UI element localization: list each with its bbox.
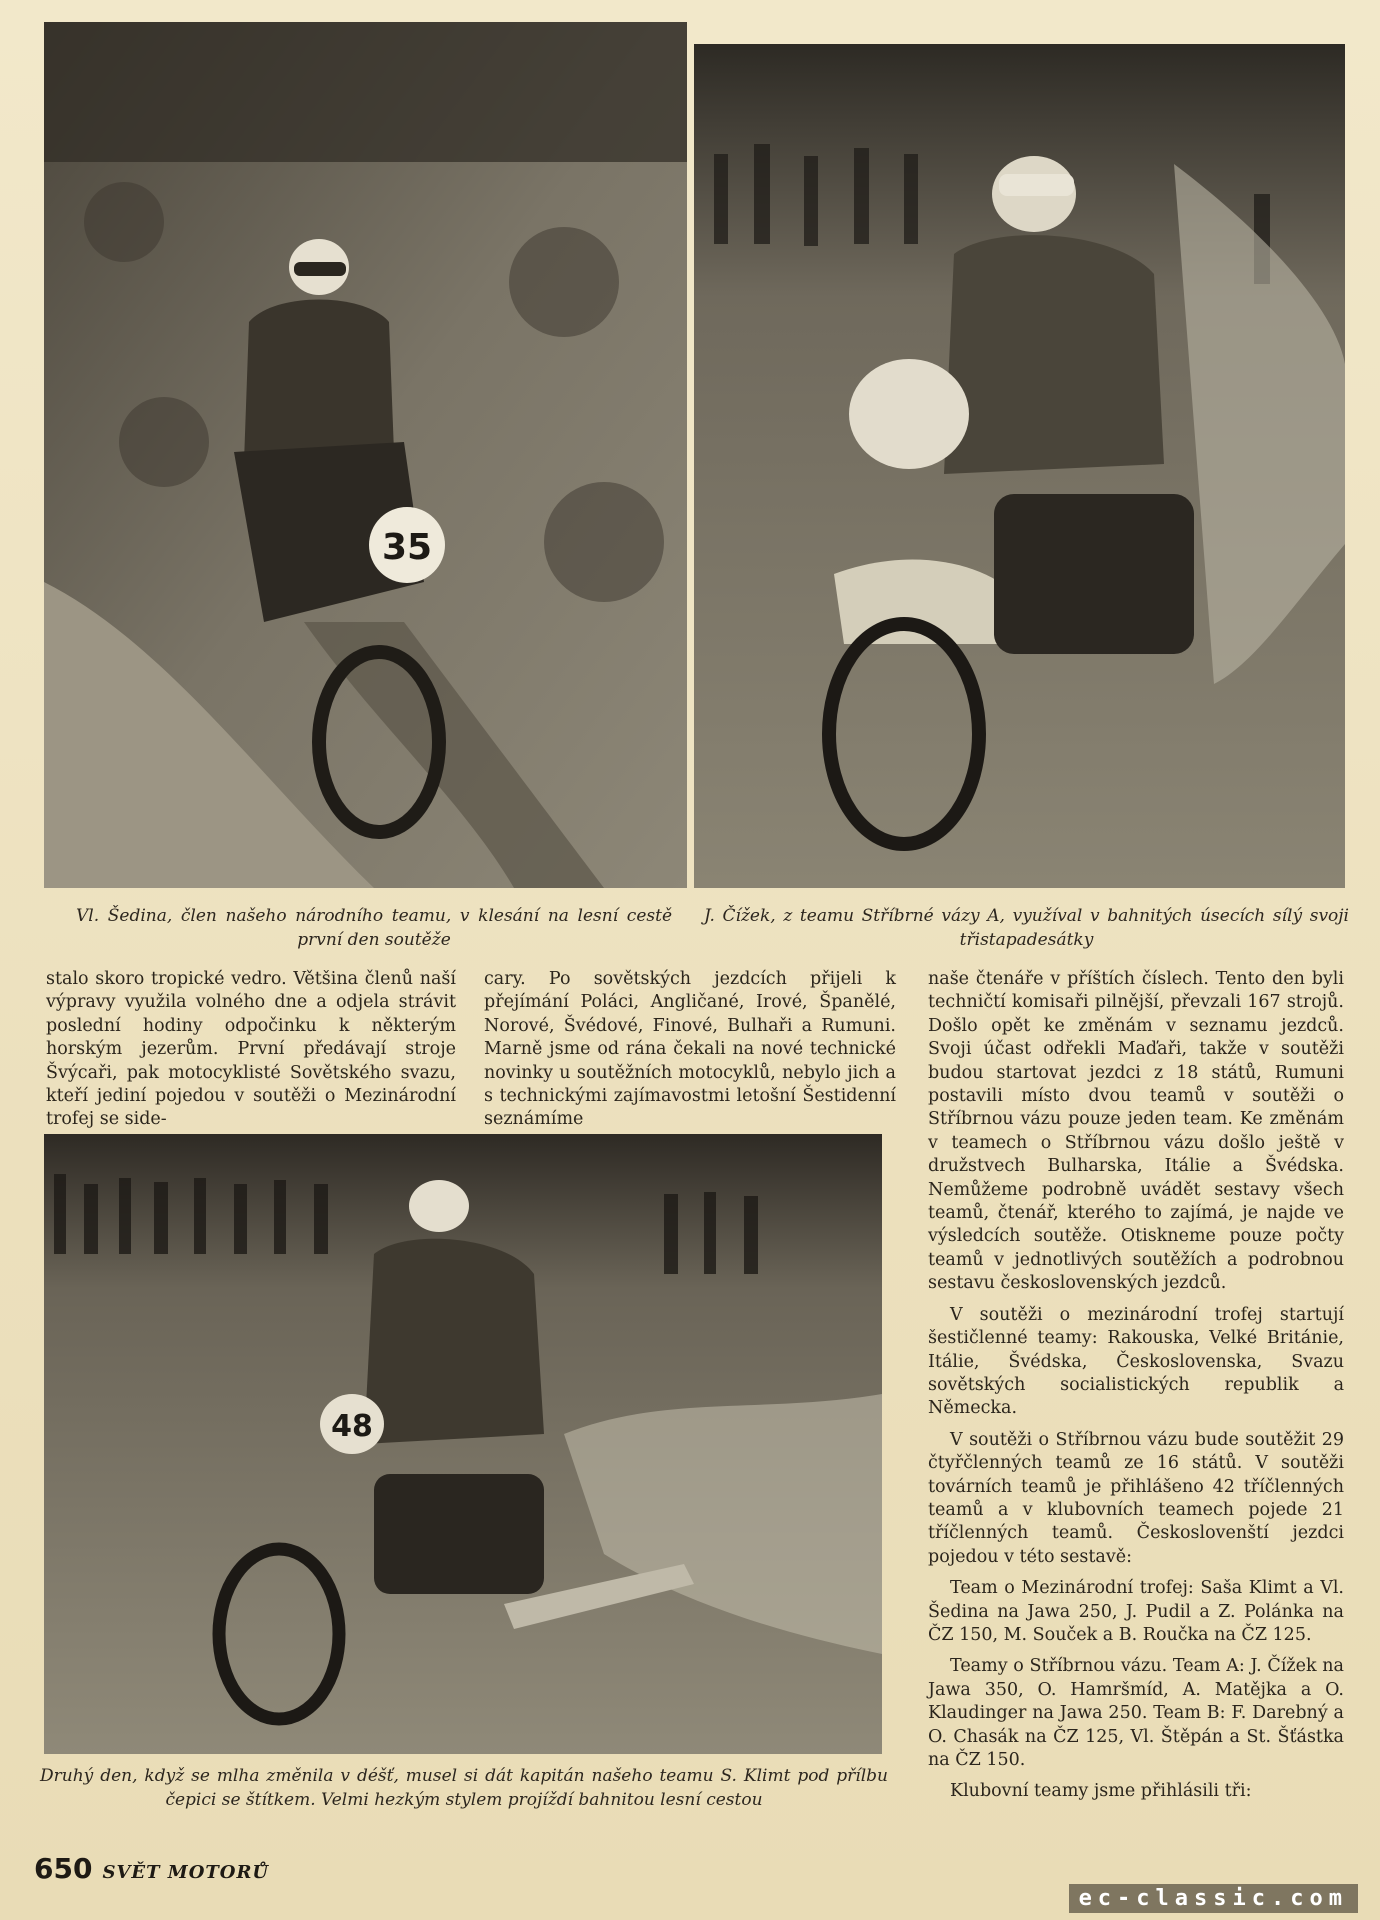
article-paragraph: Klubovní teamy jsme přihlásili tři:	[950, 1781, 1252, 1802]
article-paragraph: V soutěži o Stříbrnou vázu bude soutěžit 29 čtyřčlenných teamů ze 16 států. V soutěži továrních teamů je přihlášeno 42 tříčlenných teamů a v klubovních teamech pojede 21 tříčlenných teamů. Českoslovenští jezdci pojedou v této sestavě:	[928, 1429, 1344, 1567]
caption-photo-1: Vl. Šedina, člen našeho národního teamu, v klesání na lesní cestě první den soutěže	[76, 906, 672, 950]
bib-number: 48	[331, 1409, 373, 1444]
article-column-2	[484, 968, 896, 1132]
article-paragraph: V soutěži o mezinárodní trofej startují šestičlenné teamy: Rakouska, Velké Británie, Itálie, Švédska, Československa, Svazu sovětských socialistických republik a Německa.	[928, 1304, 1344, 1419]
caption-photo-2: J. Čížek, z teamu Stříbrné vázy A, využíval v bahnitých úsecích sílý svoji třistapadesátky	[704, 906, 1349, 950]
magazine-title: SVĚT MOTORŮ	[102, 1862, 270, 1883]
caption-photo-3: Druhý den, když se mlha změnila v déšť, musel si dát kapitán našeho teamu S. Klimt pod přílbu čepici se štítkem. Velmi hezkým stylem projíždí bahnitou lesní cestou	[40, 1766, 888, 1810]
watermark: ec-classic.com	[1069, 1884, 1358, 1913]
article-paragraph: stalo skoro tropické vedro. Většina členů naší výpravy využila volného dne a odjela strávit poslední hodiny odpočinku k některým horským jezerům. První předávají stroje Švýcaři, pak motocyklisté Sovětského svazu, kteří jediní pojedou v soutěži o Mezinárodní trofej se side-	[46, 969, 456, 1130]
page-footer	[34, 1852, 269, 1892]
article-paragraph: cary. Po sovětských jezdcích přijeli k přejímání Poláci, Angličané, Irové, Španělé, Norové, Švédové, Finové, Bulhaři a Rumuni. Marně jsme od rána čekali na nové technické novinky u soutěžních motocyklů, nebylo jich a s technickými zajímavostmi letošní Šestidenní seznámíme	[484, 969, 896, 1130]
page-number: 650	[34, 1852, 93, 1885]
article-column-3	[928, 968, 1344, 1804]
bib-number: 35	[381, 527, 433, 568]
article-paragraph: Teamy o Stříbrnou vázu. Team A: J. Čížek na Jawa 350, O. Hamršmíd, A. Matějka a O. Klaudinger na Jawa 250. Team B: F. Darebný a O. Chasák na ČZ 125, Vl. Štěpán a St. Šťástka na ČZ 150.	[928, 1656, 1344, 1770]
article-paragraph: Team o Mezinárodní trofej: Saša Klimt a Vl. Šedina na Jawa 250, J. Pudil a Z. Polánka na ČZ 150, M. Souček a B. Roučka na ČZ 125.	[928, 1578, 1344, 1645]
photo-sedina-descent	[44, 22, 687, 888]
article-column-1	[46, 968, 456, 1132]
photo-cizek-mud	[694, 44, 1345, 888]
article-paragraph: naše čtenáře v příštích číslech. Tento den byli techničtí komisaři pilnější, převzali 167 strojů. Došlo opět ke změnám v seznamu jezdců. Svoji účast odřekli Maďaři, takže v soutěži budou startovat jezdci z 18 států, Rumuni postavili místo dvou teamů v soutěži o Stříbrnou vázu pouze jeden team. Ke změnám v teamech o Stříbrnou vázu došlo ještě v družstvech Bulharska, Itálie a Švédska. Nemůžeme podrobně uvádět sestavy všech teamů, čtenář, kterého to zajímá, je najde ve výsledcích soutěže. Otiskneme pouze počty teamů v jednotlivých soutěžích a podrobnou sestavu československých jezdců.	[928, 969, 1344, 1294]
photo-klimt-rain	[44, 1134, 882, 1754]
